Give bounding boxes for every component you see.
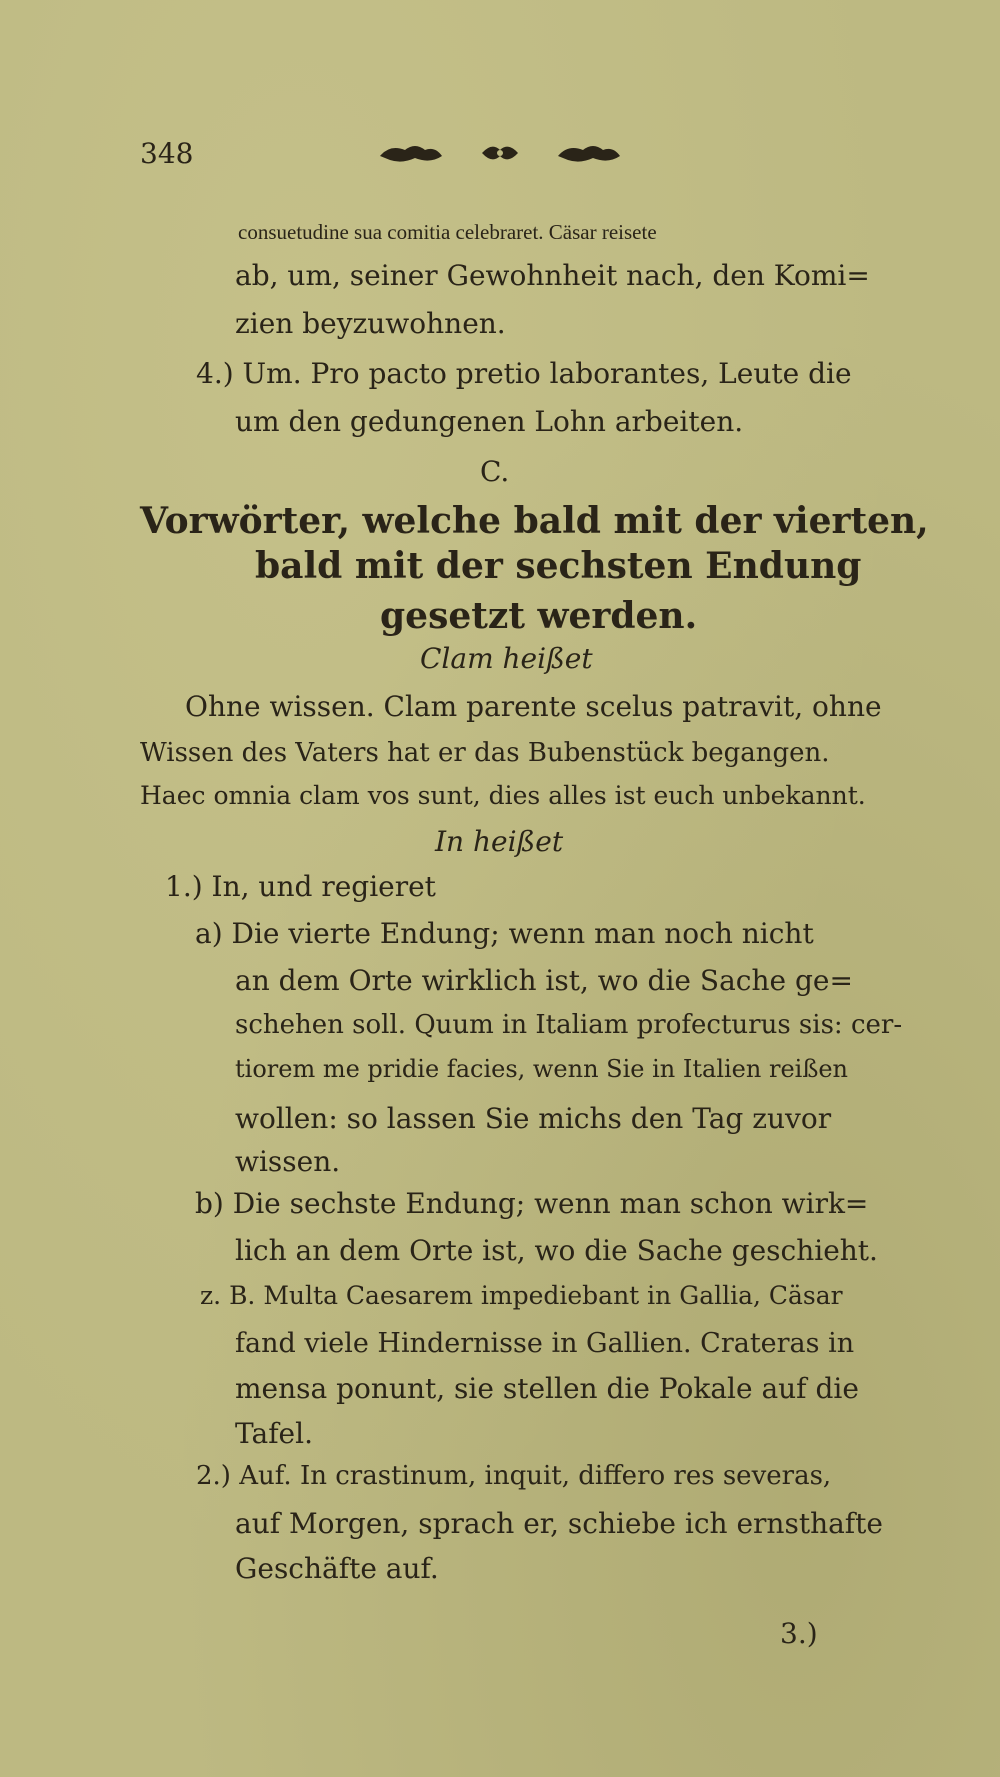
section-heading-line-1: Vorwörter, welche bald mit der vierten,: [140, 500, 929, 542]
text-line-27: Tafel.: [235, 1417, 313, 1450]
text-line-15: 1.) In, und regieret: [165, 870, 436, 903]
text-line-29: auf Morgen, sprach er, schiebe ich ernsthafte: [235, 1507, 883, 1540]
section-heading-line-2: bald mit der sechsten Endung: [255, 545, 862, 587]
catchword: 3.): [780, 1617, 818, 1650]
text-line-28: 2.) Auf. In crastinum, inquit, differo res severas,: [196, 1461, 832, 1491]
text-line-24: z. B. Multa Caesarem impediebant in Gallia, Cäsar: [200, 1281, 843, 1310]
text-line-4: 4.) Um. Pro pacto pretio laborantes, Leute die: [196, 357, 852, 390]
text-line-23: lich an dem Orte ist, wo die Sache geschieht.: [235, 1234, 878, 1267]
subheading-clam: Clam heißet: [420, 642, 593, 675]
text-line-1: consuetudine sua comitia celebraret. Cäsar reisete: [238, 220, 657, 244]
subheading-in: In heißet: [435, 825, 564, 858]
text-line-21: wissen.: [235, 1145, 341, 1178]
header-ornament-icon: [370, 138, 630, 168]
text-line-3: zien beyzuwohnen.: [235, 307, 506, 340]
text-line-25: fand viele Hindernisse in Gallien. Crateras in: [235, 1328, 855, 1359]
text-line-2: ab, um, seiner Gewohnheit nach, den Komi=: [235, 259, 870, 292]
text-line-22: b) Die sechste Endung; wenn man schon wirk=: [195, 1187, 869, 1220]
text-line-30: Geschäfte auf.: [235, 1552, 439, 1585]
text-line-11: Ohne wissen. Clam parente scelus patravit, ohne: [185, 690, 882, 723]
text-line-13: Haec omnia clam vos sunt, dies alles ist euch unbekannt.: [140, 781, 866, 810]
text-line-26: mensa ponunt, sie stellen die Pokale auf die: [235, 1372, 859, 1405]
text-line-5: um den gedungenen Lohn arbeiten.: [235, 405, 744, 438]
text-line-17: an dem Orte wirklich ist, wo die Sache ge=: [235, 964, 853, 997]
text-line-20: wollen: so lassen Sie michs den Tag zuvor: [235, 1102, 832, 1135]
section-heading-line-3: gesetzt werden.: [380, 595, 698, 637]
section-letter: C.: [480, 455, 510, 488]
text-line-19: tiorem me pridie facies, wenn Sie in Italien reißen: [235, 1055, 849, 1083]
text-line-12: Wissen des Vaters hat er das Bubenstück begangen.: [140, 738, 830, 768]
page-number: 348: [140, 137, 194, 170]
text-line-16: a) Die vierte Endung; wenn man noch nicht: [195, 917, 814, 950]
text-line-18: schehen soll. Quum in Italiam profecturus sis: cer-: [235, 1010, 903, 1040]
